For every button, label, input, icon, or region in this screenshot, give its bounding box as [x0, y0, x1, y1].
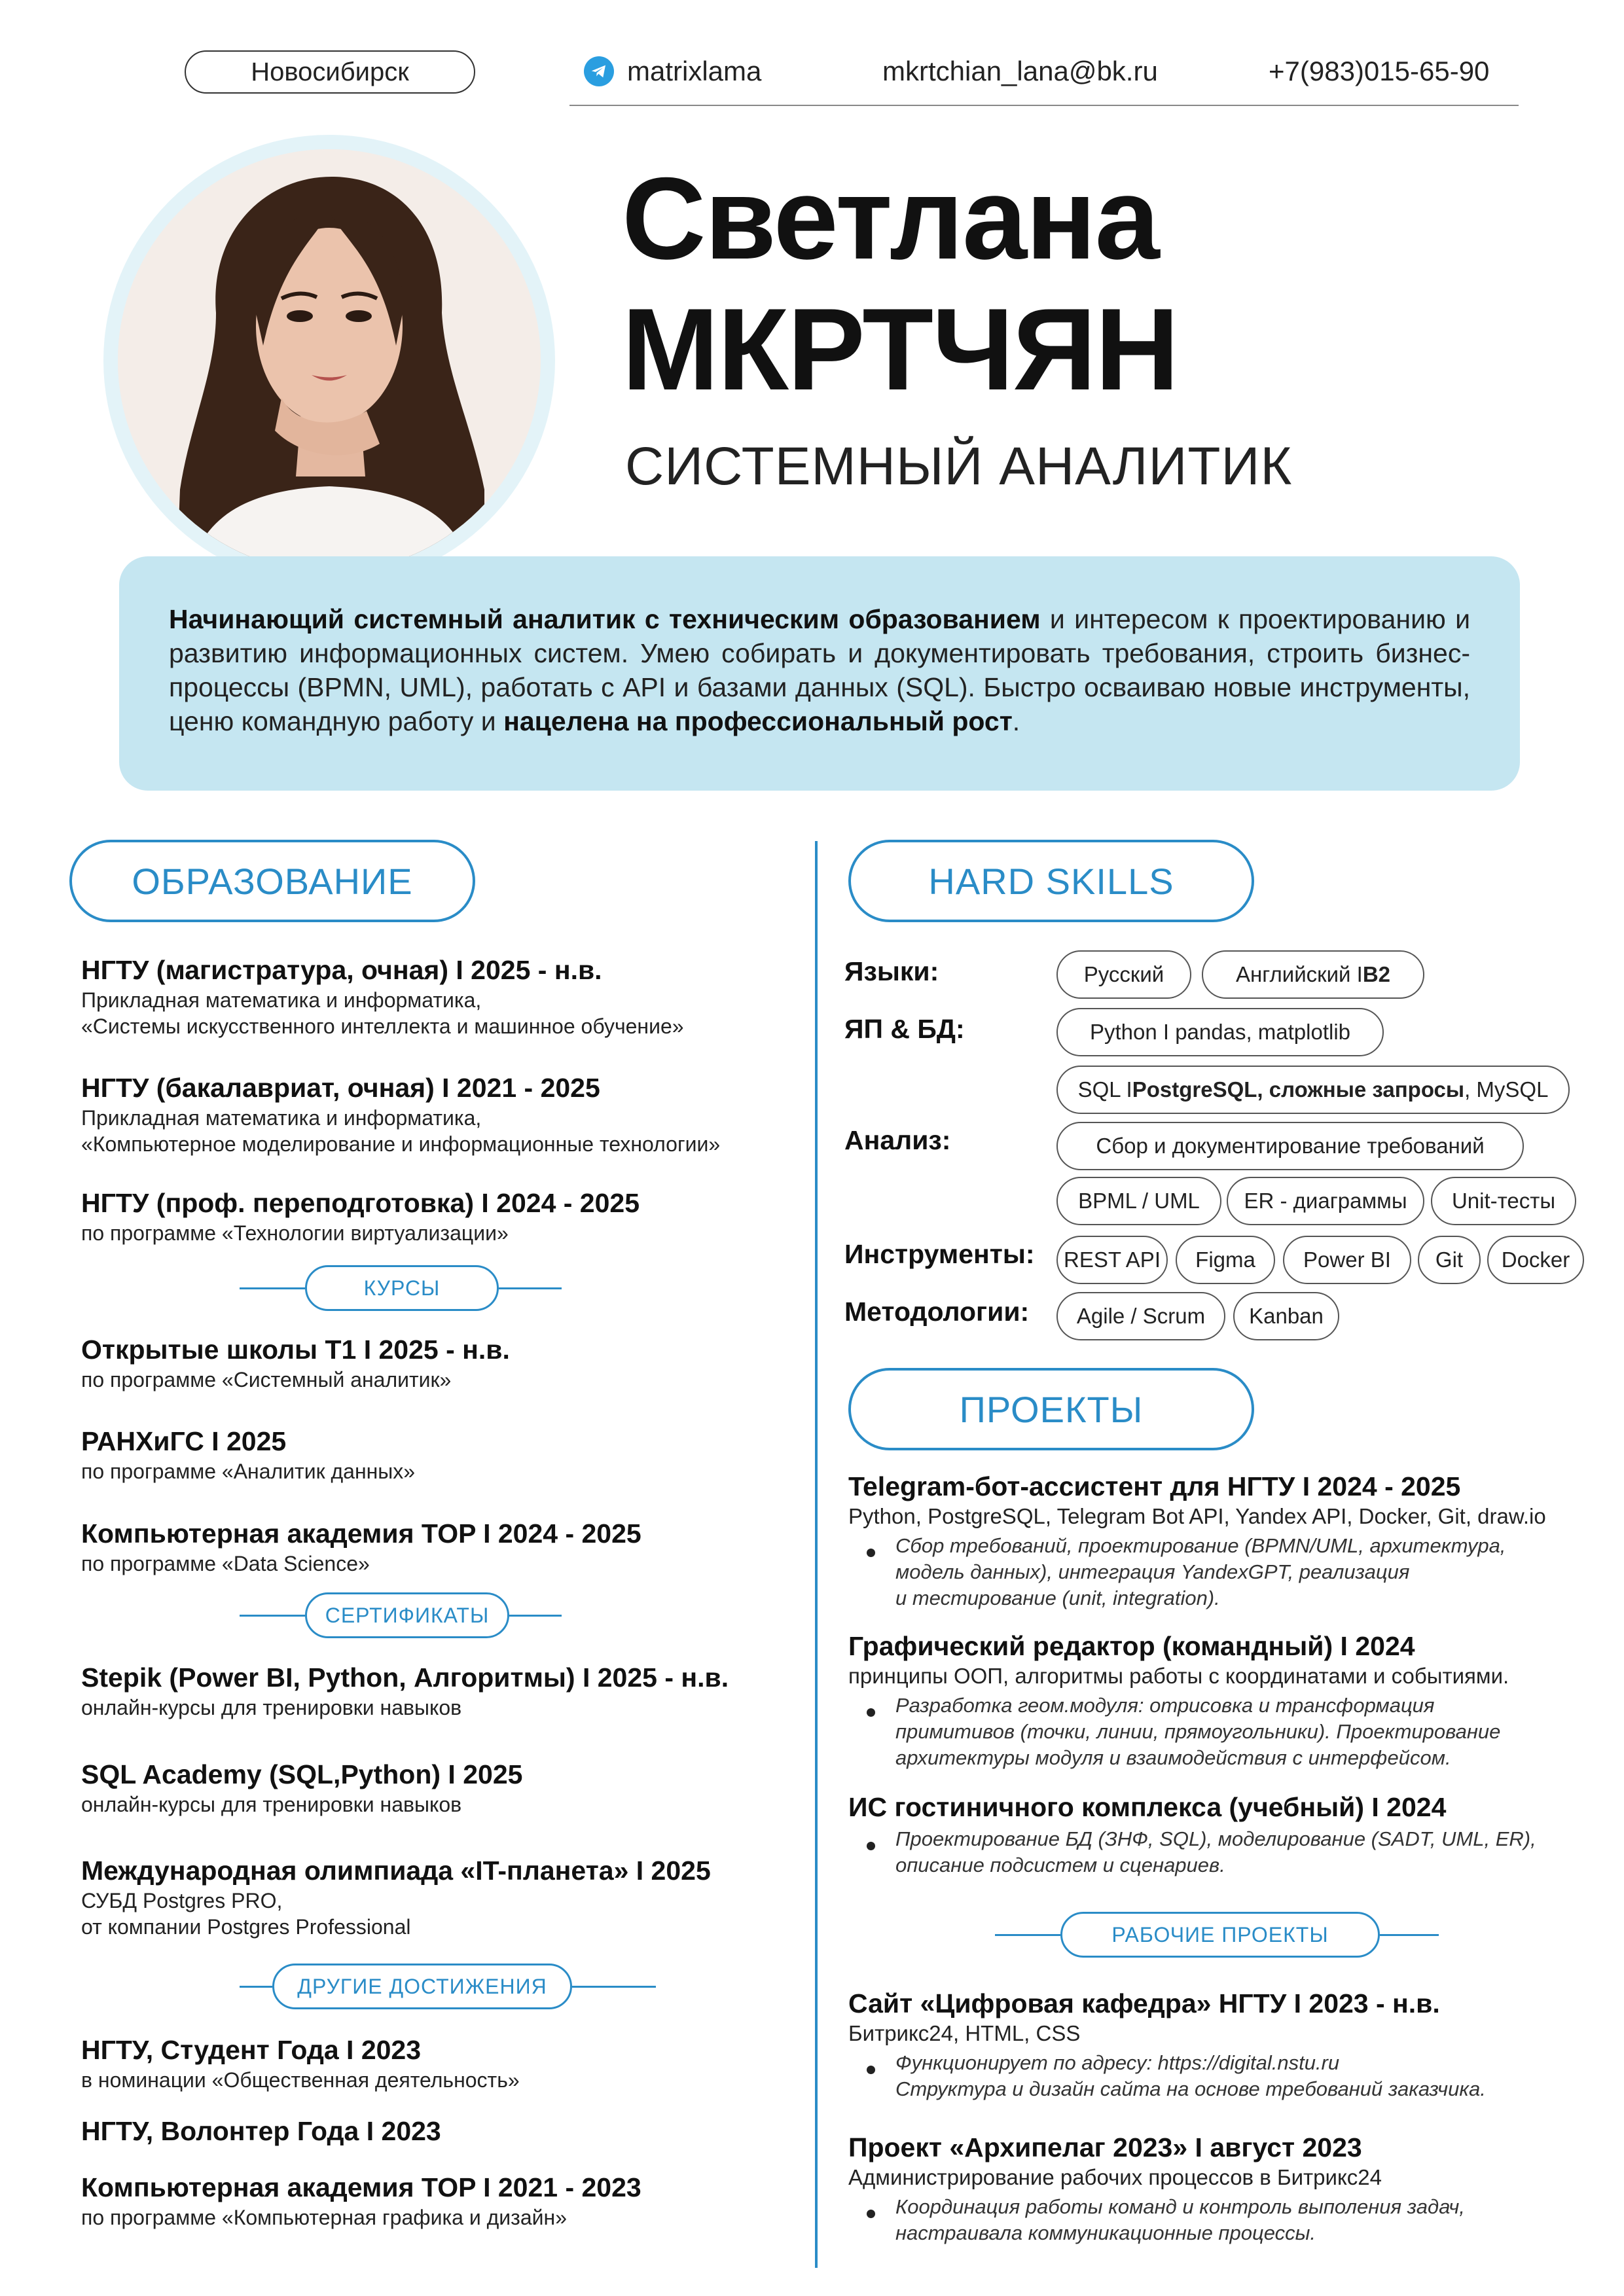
- entry-title: Компьютерная академия TOP I 2024 - 2025: [81, 1518, 641, 1549]
- prog-db-label: ЯП & БД:: [844, 1014, 965, 1044]
- tag-method: Kanban: [1233, 1292, 1339, 1340]
- entry-line: «Компьютерное моделирование и информационные технологии»: [81, 1132, 721, 1156]
- achievement-item: [81, 2114, 788, 2148]
- entry-line: Прикладная математика и информатика,: [81, 988, 482, 1012]
- tag-analysis: BPML / UML: [1056, 1177, 1221, 1225]
- tag-tool: Docker: [1487, 1236, 1584, 1284]
- telegram-icon: [584, 56, 614, 86]
- work-projects-heading: РАБОЧИЕ ПРОЕКТЫ: [1060, 1912, 1380, 1958]
- project-item: [848, 1470, 1568, 1611]
- education-item: [81, 1071, 788, 1157]
- certificate-item: [81, 1757, 788, 1818]
- hard-skills-heading: HARD SKILLS: [848, 840, 1254, 922]
- entry-line: по программе «Системный аналитик»: [81, 1368, 452, 1391]
- course-item: [81, 1424, 788, 1484]
- telegram-contact[interactable]: [584, 51, 761, 92]
- avatar: [118, 149, 541, 572]
- language-en-level: B2: [1362, 962, 1390, 986]
- education-heading: ОБРАЗОВАНИЕ: [69, 840, 475, 922]
- work-project-item: [848, 2131, 1568, 2246]
- project-stack: Python, PostgreSQL, Telegram Bot API, Yandex API, Docker, Git, draw.io: [848, 1504, 1546, 1528]
- project-title: Графический редактор (командный) I 2024: [848, 1631, 1415, 1661]
- tag-method: Agile / Scrum: [1056, 1292, 1225, 1340]
- entry-line: по программе «Data Science»: [81, 1552, 370, 1575]
- sql-prefix: SQL I: [1077, 1077, 1132, 1102]
- education-item: [81, 953, 788, 1039]
- course-item: [81, 1333, 788, 1393]
- email-link[interactable]: mkrtchian_lana@bk.ru: [882, 56, 1158, 86]
- language-en-label: Английский I: [1236, 962, 1363, 986]
- tag-python: Python I pandas, matplotlib: [1056, 1008, 1384, 1056]
- achievement-item: [81, 2170, 788, 2231]
- analysis-label: Анализ:: [844, 1125, 951, 1155]
- about-text: и интересом к проектированию и развитию информационных систем. Умею собирать и документировать требования, строить бизнес-процессы (BPMN, UML), работать с API и базами данных (SQL). Быстро осваиваю новые инструменты, ценю командную работу и: [169, 604, 1470, 736]
- tag-tool: REST API: [1056, 1236, 1168, 1284]
- entry-title: НГТУ (проф. переподготовка) I 2024 - 2025: [81, 1188, 640, 1218]
- entry-line: по программе «Аналитик данных»: [81, 1460, 416, 1483]
- entry-line: СУБД Postgres PRO,: [81, 1889, 283, 1912]
- project-bullet: Разработка геом.модуля: отрисовка и трансформация примитивов (точки, линии, прямоугольники). Проектирование архитектуры модуля и взаимодействия с интерфейсом.: [895, 1693, 1568, 1771]
- project-bullet: Координация работы команд и контроль выполения задач, настраивала коммуникационные процессы.: [895, 2194, 1568, 2246]
- entry-title: НГТУ, Волонтер Года I 2023: [81, 2116, 441, 2146]
- project-stack: Администрирование рабочих процессов в Битрикс24: [848, 2165, 1382, 2189]
- entry-title: Международная олимпиада «IT-планета» I 2025: [81, 1856, 711, 1886]
- project-item: [848, 1630, 1568, 1771]
- tag-language-en: [1202, 950, 1424, 999]
- achievements-heading: ДРУГИЕ ДОСТИЖЕНИЯ: [272, 1964, 572, 2009]
- entry-title: НГТУ (бакалавриат, очная) I 2021 - 2025: [81, 1073, 600, 1103]
- entry-title: НГТУ (магистратура, очная) I 2025 - н.в.: [81, 955, 602, 985]
- entry-line: онлайн-курсы для тренировки навыков: [81, 1696, 462, 1719]
- project-title: Telegram-бот-ассистент для НГТУ I 2024 - 2025: [848, 1471, 1461, 1501]
- job-title: СИСТЕМНЫЙ АНАЛИТИК: [625, 437, 1293, 496]
- entry-line: в номинации «Общественная деятельность»: [81, 2068, 520, 2092]
- certificates-divider: [240, 1592, 562, 1638]
- project-bullet: Функционирует по адресу: https://digital.nstu.ru Структура и дизайн сайта на основе требований заказчика.: [895, 2050, 1568, 2102]
- phone-number[interactable]: +7(983)015-65-90: [1269, 56, 1490, 86]
- entry-line: по программе «Технологии виртуализации»: [81, 1221, 509, 1245]
- entry-title: Открытые школы Т1 I 2025 - н.в.: [81, 1335, 510, 1365]
- project-stack: принципы ООП, алгоритмы работы с координатами и событиями.: [848, 1664, 1509, 1688]
- tag-analysis: Сбор и документирование требований: [1056, 1122, 1524, 1170]
- entry-title: РАНХиГС I 2025: [81, 1426, 287, 1456]
- city-badge: Новосибирск: [185, 50, 475, 94]
- achievements-divider: [240, 1964, 656, 2009]
- column-divider: [815, 841, 818, 2268]
- about-goal: нацелена на профессиональный рост: [503, 706, 1013, 736]
- projects-heading: ПРОЕКТЫ: [848, 1368, 1254, 1450]
- education-item: [81, 1186, 788, 1246]
- entry-line: «Системы искусственного интеллекта и машинное обучение»: [81, 1014, 684, 1038]
- header-divider: [569, 105, 1519, 106]
- entry-title: НГТУ, Студент Года I 2023: [81, 2035, 422, 2065]
- first-name: Светлана: [622, 153, 1159, 283]
- tag-sql: [1056, 1066, 1570, 1114]
- entry-line: по программе «Компьютерная графика и дизайн»: [81, 2206, 567, 2229]
- work-project-item: [848, 1987, 1568, 2102]
- methods-label: Методологии:: [844, 1297, 1030, 1327]
- work-projects-divider: [995, 1912, 1439, 1958]
- courses-heading: КУРСЫ: [305, 1265, 499, 1311]
- about-end: .: [1012, 706, 1020, 736]
- entry-line: от компании Postgres Professional: [81, 1915, 411, 1939]
- tag-tool: Figma: [1176, 1236, 1275, 1284]
- project-stack: Битрикс24, HTML, CSS: [848, 2021, 1081, 2045]
- tag-analysis: Unit-тесты: [1431, 1177, 1576, 1225]
- languages-label: Языки:: [844, 956, 939, 986]
- certificate-item: [81, 1660, 788, 1721]
- entry-line: онлайн-курсы для тренировки навыков: [81, 1793, 462, 1816]
- tools-label: Инструменты:: [844, 1239, 1035, 1269]
- achievement-item: [81, 2033, 788, 2093]
- certificate-item: [81, 1854, 788, 1940]
- entry-line: Прикладная математика и информатика,: [81, 1106, 482, 1130]
- last-name: МКРТЧЯН: [622, 284, 1178, 414]
- course-item: [81, 1516, 788, 1577]
- project-bullet: Сбор требований, проектирование (BPMN/UML, архитектура, модель данных), интеграция YandexGPT, реализация и тестирование (unit, integration).: [895, 1533, 1568, 1611]
- telegram-handle: matrixlama: [627, 56, 762, 86]
- tag-tool: Git: [1418, 1236, 1481, 1284]
- entry-title: Компьютерная академия TOP I 2021 - 2023: [81, 2172, 641, 2202]
- project-title: Проект «Архипелаг 2023» I август 2023: [848, 2132, 1362, 2162]
- sql-suffix: , MySQL: [1464, 1077, 1549, 1102]
- sql-main: PostgreSQL, сложные запросы: [1132, 1077, 1465, 1102]
- project-item: [848, 1791, 1568, 1878]
- project-bullet: Проектирование БД (ЗНФ, SQL), моделирование (SADT, UML, ER), описание подсистем и сценариев.: [895, 1826, 1568, 1878]
- certificates-heading: СЕРТИФИКАТЫ: [305, 1592, 509, 1638]
- project-title: Сайт «Цифровая кафедра» НГТУ I 2023 - н.в.: [848, 1988, 1440, 2018]
- tag-analysis: ER - диаграммы: [1227, 1177, 1424, 1225]
- courses-divider: [240, 1265, 562, 1311]
- tag-language-ru: Русский: [1056, 950, 1191, 999]
- project-title: ИС гостиничного комплекса (учебный) I 2024: [848, 1792, 1447, 1822]
- about-lead: Начинающий системный аналитик с техническим образованием: [169, 604, 1041, 634]
- entry-title: SQL Academy (SQL,Python) I 2025: [81, 1759, 523, 1789]
- about-box: [119, 556, 1520, 791]
- entry-title: Stepik (Power BI, Python, Алгоритмы) I 2025 - н.в.: [81, 1662, 729, 1693]
- tag-tool: Power BI: [1283, 1236, 1411, 1284]
